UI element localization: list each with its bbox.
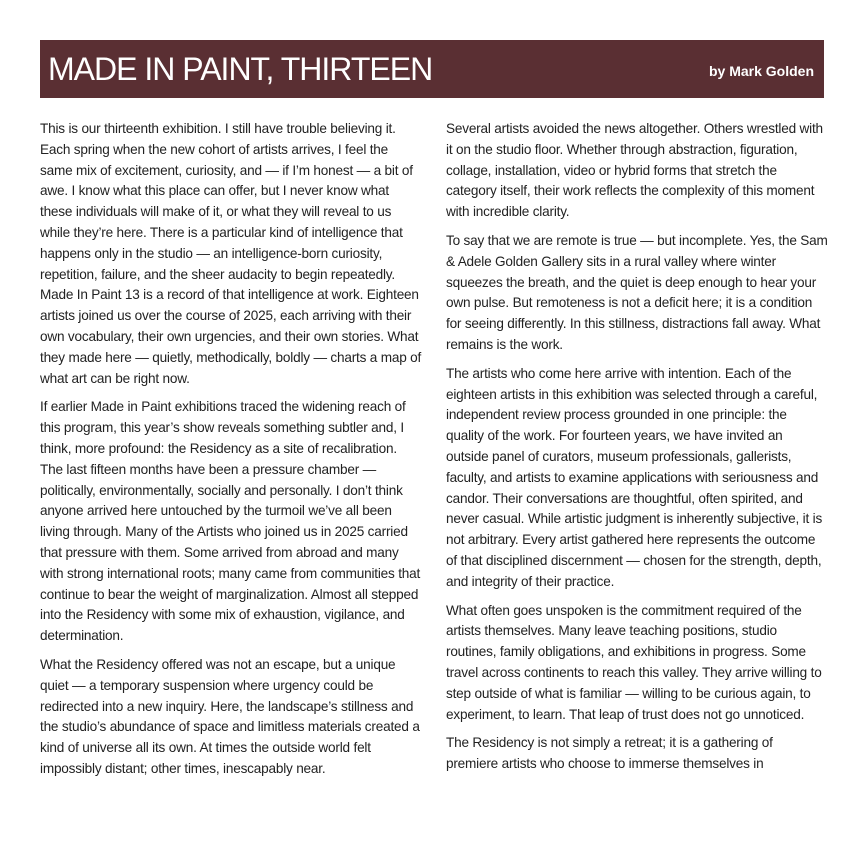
- paragraph: The artists who come here arrive with intention. Each of the eighteen artists in this exhibition was selected through a careful, independent review process grounded in one principle: the quality of the work. For fourteen years, we have invited an outside panel of curators, museum professionals, gallerists, faculty, and artists to examine applications with seriousness and candor. Their conversations are thoughtful, often spirited, and never casual. While artistic judgment is inherently subjective, it is not arbitrary. Every artist gathered here represents the outcome of that disciplined discernment — chosen for the strength, depth, and integrity of their practice.: [446, 365, 823, 589]
- paragraph: To say that we are remote is true — but incomplete. Yes, the Sam & Adele Golden Gallery sits in a rural valley where winter squeezes the breath, and the quiet is deep enough to hear your own pulse. But remoteness is not a deficit here; it is a condition for seeing differently. In this stillness, distractions fall away. What remains is the work.: [446, 232, 828, 352]
- header-banner: [40, 40, 824, 98]
- left-column: [40, 119, 422, 788]
- paragraph: Several artists avoided the news altogether. Others wrestled with it on the studio floor. Whether through abstraction, figuration, collage, installation, video or hybrid forms that stretch the category itself, their work reflects the complexity of this moment with incredible clarity.: [446, 121, 823, 220]
- right-column: [446, 119, 828, 783]
- paragraph: What the Residency offered was not an escape, but a unique quiet — a temporary suspension where urgency could be redirected into a new inquiry. Here, the landscape’s stillness and the studio’s abundance of space and limitless materials created a kind of universe all its own. At times the outside world felt impossibly distant; other times, inescapably near.: [40, 656, 420, 776]
- paragraph: What often goes unspoken is the commitment required of the artists themselves. Many leave teaching positions, studio routines, family obligations, and exhibitions in progress. Some travel across continents to reach this valley. They arrive willing to step outside of what is familiar — willing to be curious again, to experiment, to learn. That leap of trust does not go unnoticed.: [446, 602, 822, 722]
- paragraph: If earlier Made in Paint exhibitions traced the widening reach of this program, this year’s show reveals something subtler and, I think, more profound: the Residency as a site of recalibration. The last fifteen months have been a pressure chamber — politically, environmentally, socially and personally. I don’t think anyone arrived here untouched by the turmoil we’ve all been living through. Many of the Artists who joined us in 2025 carried that pressure with them. Some arrived from abroad and many with strong international roots; many came from communities that continue to bear the weight of marginalization. Almost all stepped into the Residency with some mix of exhaustion, vigilance, and determination.: [40, 399, 421, 644]
- page-title: MADE IN PAINT, THIRTEEN: [48, 50, 433, 87]
- paragraph: This is our thirteenth exhibition. I still have trouble believing it. Each spring when the new cohort of artists arrives, I feel the same mix of excitement, curiosity, and — if I’m honest — a bit of awe. I know what this place can offer, but I never know what these individuals will make of it, or what they will reveal to us while they’re here. There is a particular kind of intelligence that happens only in the studio — an intelligence-born curiosity, repetition, failure, and the sheer audacity to begin repeatedly. Made In Paint 13 is a record of that intelligence at work. Eighteen artists joined us over the course of 2025, each arriving with their own vocabulary, their own urgencies, and their own stories. What they made here — quietly, methodically, boldly — charts a map of what art can be right now.: [40, 121, 422, 386]
- author-byline: by Mark Golden: [708, 63, 814, 79]
- paragraph: The Residency is not simply a retreat; it is a gathering of premiere artists who choose to immerse themselves in: [446, 735, 773, 772]
